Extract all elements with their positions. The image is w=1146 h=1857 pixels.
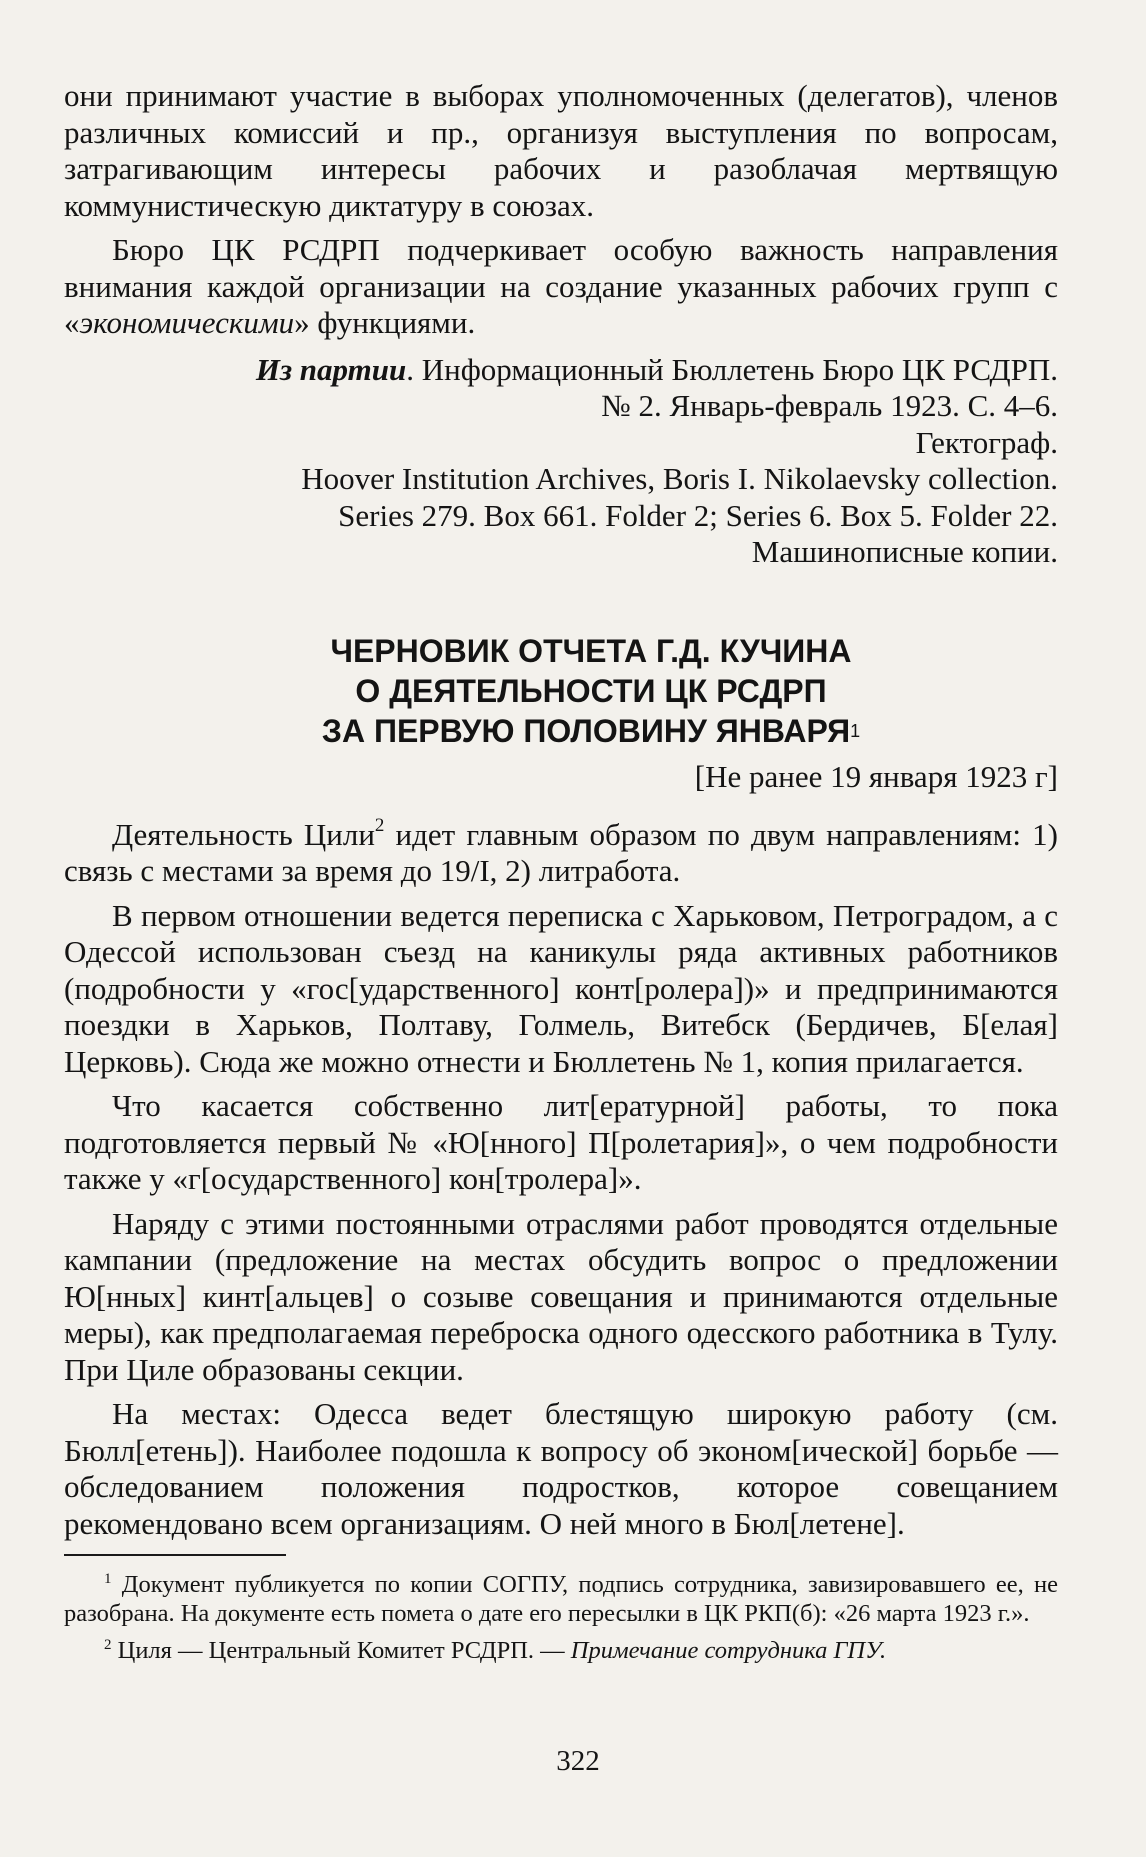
source-citation (64, 352, 1058, 571)
heading-line-3-text: ЗА ПЕРВУЮ ПОЛОВИНУ ЯНВАРЯ (321, 712, 851, 749)
document-paragraph-1-end: идет главным образом по двум направлениям: 1) связь с местами за время до 19/I, 2) литработа. (64, 816, 1058, 888)
document-paragraph-1 (64, 817, 1058, 890)
intro-paragraph-2 (64, 232, 1058, 342)
document-paragraph-4: Наряду с этими постоянными отраслями работ проводятся отдельные кампании (предложение на местах обсудить вопрос о предложении Ю[нных] кинт[альцев] о созыве совещания и принимаются отдельные меры), как предполагаемая переброска одного одесского работника в Тулу. При Циле образованы секции. (64, 1205, 1058, 1387)
intro-paragraph-2-end: » функциями. (294, 305, 476, 340)
footnote-divider (64, 1554, 286, 1556)
source-line-2: № 2. Январь-февраль 1923. С. 4–6. (601, 388, 1058, 423)
footnote-2-text: Циля — Центральный Комитет РСДРП. — (111, 1637, 571, 1664)
page-number: 322 (556, 1745, 600, 1777)
heading-footnote-marker: 1 (850, 720, 861, 741)
intro-section (64, 78, 1058, 342)
heading-line-2: О ДЕЯТЕЛЬНОСТИ ЦК РСДРП (355, 672, 827, 709)
document-paragraph-5: На местах: Одесса ведет блестящую широкую работу (см. Бюлл[етень]). Наиболее подошла к вопросу об эконом[ической] борьбе — обследованием положения подростков, которое совещанием рекомендовано всем организациям. О ней много в Бюл[летене]. (64, 1396, 1058, 1541)
footnote-2-emphasis: Примечание сотрудника ГПУ. (570, 1637, 887, 1664)
intro-paragraph-1: они принимают участие в выборах уполномоченных (делегатов), членов различных комиссий и пр., организуя выступления по вопросам, затрагивающим интересы рабочих и разоблачая мертвящую коммунистическую диктатуру в союзах. (64, 78, 1058, 223)
source-line-5: Series 279. Box 661. Folder 2; Series 6. Box 5. Folder 22. (338, 497, 1058, 533)
heading-line-3 (124, 711, 1058, 751)
document-paragraph-3: Что касается собственно лит[ературной] работы, то пока подготовляется первый № «Ю[нного] П[ролетария]», о чем подробности также у «г[осударственного] кон[тролера]». (64, 1088, 1058, 1196)
source-line-1 (64, 352, 1058, 389)
heading-line-1: ЧЕРНОВИК ОТЧЕТА Г.Д. КУЧИНА (330, 632, 852, 669)
document-paragraph-2: В первом отношении ведется переписка с Харьковом, Петроградом, а с Одессой использован съезд на каникулы ряда активных работников (подробности у «гос[ударственного] конт[ролера])» и предпринимаются поездки в Харьков, Полтаву, Голмель, Витебск (Бердичев, Б[елая] Церковь). Сюда же можно отнести и Бюллетень № 1, копия прилагается. (64, 897, 1058, 1079)
footnote-marker-2: 2 (374, 815, 385, 837)
document-heading (64, 631, 1058, 751)
document-body (64, 817, 1058, 1543)
intro-paragraph-2-emphasis: экономическими (79, 305, 295, 340)
footnote-2 (64, 1636, 1058, 1665)
footnotes (64, 1570, 1058, 1665)
footnote-1 (64, 1570, 1058, 1628)
document-date: [Не ранее 19 января 1923 г] (694, 758, 1058, 794)
source-line-6: Машинописные копии. (751, 534, 1058, 569)
source-line-4: Hoover Institution Archives, Boris I. Nikolaevsky collection. (301, 461, 1058, 496)
document-paragraph-1-start: Деятельность Цили (112, 816, 375, 852)
footnote-1-mark: 1 (104, 1570, 112, 1587)
intro-paragraph-2-start: Бюро ЦК РСДРП подчеркивает особую важность направления внимания каждой организации на создание указанных рабочих групп с « (64, 232, 1058, 340)
source-line-1-rest: . Информационный Бюллетень Бюро ЦК РСДРП. (406, 351, 1058, 387)
footnote-1-text: Документ публикуется по копии СОГПУ, подпись сотрудника, завизировавшего ее, не разобрана. На документе есть помета о дате его пересылки в ЦК РКП(б): «26 марта 1923 г.». (64, 1571, 1058, 1627)
source-line-3: Гектограф. (915, 424, 1058, 460)
source-title: Из партии (255, 351, 407, 387)
footnote-2-mark: 2 (104, 1636, 112, 1653)
